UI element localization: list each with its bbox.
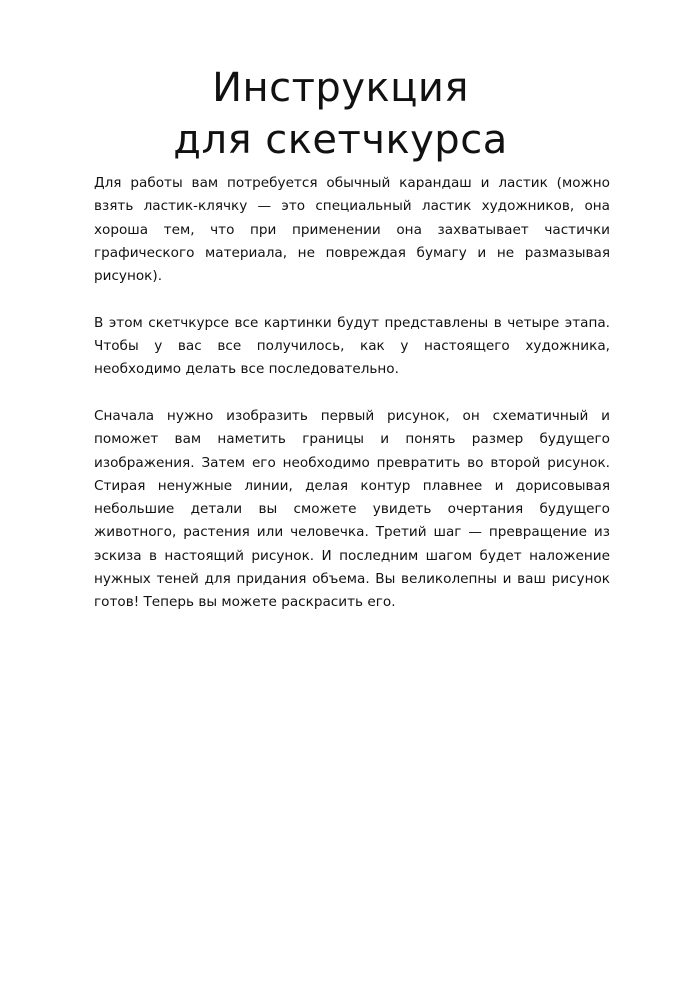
title-line-2: для скетчкурса bbox=[173, 117, 508, 163]
body-text bbox=[94, 172, 610, 638]
paragraph-stages: В этом скетчкурсе все картинки будут представлены в четыре этапа. Чтобы у вас все получилось, как у настоящего художника, необходимо делать все последовательно. bbox=[94, 314, 610, 378]
paragraph-steps: Сначала нужно изобразить первый рисунок, он схематичный и поможет вам наметить границы и понять размер будущего изображения. Затем его необходимо превратить во второй рисунок. Стирая ненужные линии, делая контур плавнее и дорисовывая небольшие детали вы сможете увидеть очертания будущего животного, растения или человечка. Третий шаг — превращение из эскиза в настоящий рисунок. И последним шагом будет наложение нужных теней для придания объема. Вы великолепны и ваш рисунок готов! Теперь вы можете раскрасить его. bbox=[94, 407, 610, 611]
page-title bbox=[0, 62, 681, 166]
title-line-1: Инструкция bbox=[212, 65, 469, 111]
paragraph-materials: Для работы вам потребуется обычный карандаш и ластик (можно взять ластик-клячку — это специальный ластик художников, она хороша тем, что при применении она захватывает частички графического материала, не повреждая бумагу и не размазывая рисунок). bbox=[94, 175, 610, 285]
